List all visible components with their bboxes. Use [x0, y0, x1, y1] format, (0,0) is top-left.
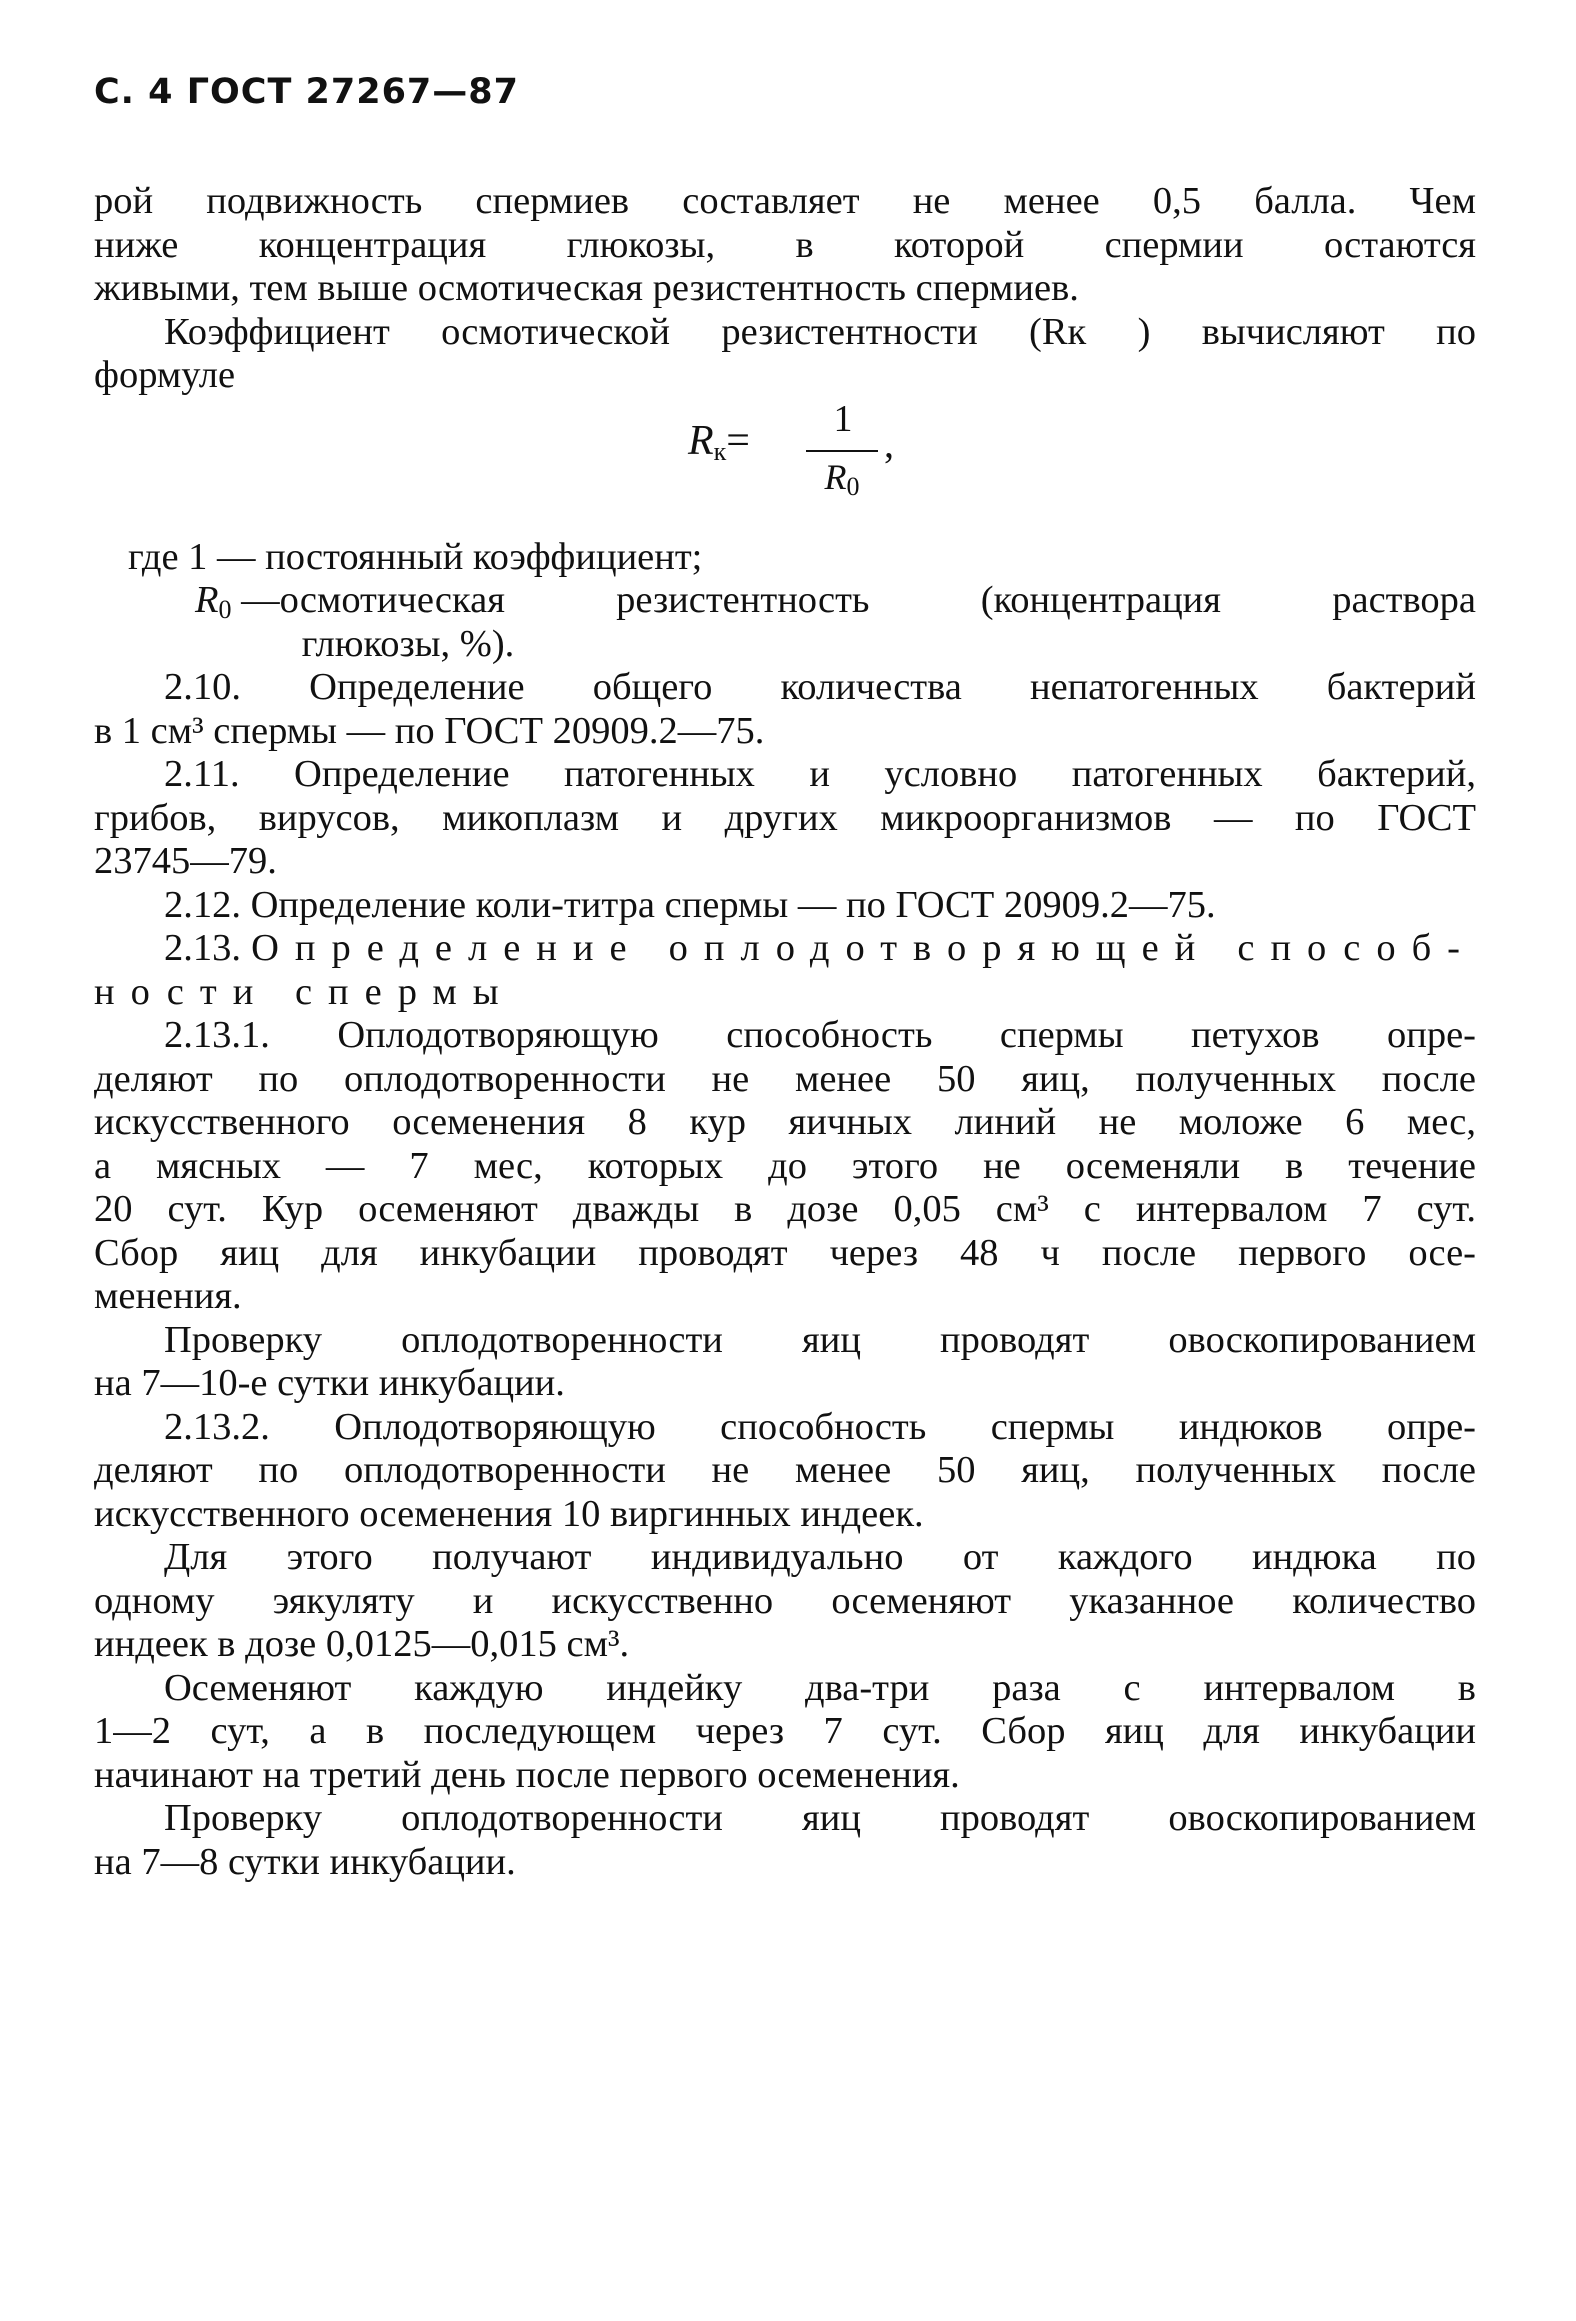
text-line: Проверку оплодотворенности яиц проводят овоскопированием	[164, 1797, 1476, 1839]
legend-r0-label	[195, 579, 280, 666]
legend-r0-subscript: 0	[218, 595, 232, 624]
text-line: в 1 см³ спермы — по ГОСТ 20909.2—75.	[94, 709, 765, 752]
text-line: 1—2 сут, а в последующем через 7 сут. Сбор яиц для инкубации	[94, 1710, 1476, 1752]
text-line: 2.10. Определение общего количества непатогенных бактерий	[164, 666, 1476, 708]
text-line: формуле	[94, 354, 236, 396]
paragraph-check-chicken	[94, 1319, 1476, 1406]
formula-equals: =	[726, 417, 750, 464]
text-line: начинают на третий день после первого осеменения.	[94, 1753, 960, 1796]
formula-rk	[94, 397, 1476, 534]
text-line: грибов, вирусов, микоплазм и других микроорганизмов — по ГОСТ	[94, 796, 1476, 839]
text-line: 2.13.2. Оплодотворяющую способность спермы индюков опре-	[164, 1405, 1476, 1448]
section-2-13-2	[94, 1406, 1476, 1537]
text-line: менения.	[94, 1275, 242, 1317]
formula-fraction-bar	[806, 450, 878, 452]
text-line: 2.11. Определение патогенных и условно патогенных бактерий,	[164, 753, 1476, 795]
text-line: рой подвижность спермиев составляет не менее 0,5 балла. Чем	[94, 180, 1476, 222]
text-line	[94, 927, 1476, 971]
paragraph-ejaculate	[94, 1536, 1476, 1667]
text-line: Осеменяют каждую индейку два-три раза с интервалом в	[164, 1666, 1476, 1709]
text-line: деляют по оплодотворенности не менее 50 яиц, полученных после	[94, 1057, 1476, 1100]
text-line: 2.12. Определение коли-титра спермы — по ГОСТ 20909.2—75.	[164, 883, 1216, 926]
legend-r0-text	[280, 579, 1476, 666]
text-line: живыми, тем выше осмотическая резистентность спермиев.	[94, 267, 1079, 309]
body-text	[94, 180, 1476, 1884]
section-2-13-1	[94, 1014, 1476, 1319]
text-line: а мясных — 7 мес, которых до этого не осеменяли в течение	[94, 1144, 1476, 1187]
text-line: Для этого получают индивидуально от каждого индюка по	[164, 1536, 1476, 1578]
text-line: ниже концентрация глюкозы, в которой спермии остаются	[94, 223, 1476, 266]
text-line: осмотическая резистентность (концентрация раствора	[279, 579, 1476, 621]
section-2-12	[94, 884, 1476, 928]
paragraph-osmotic-continuation	[94, 180, 1476, 311]
formula-numerator: 1	[833, 397, 853, 440]
text-line: 23745—79.	[94, 840, 277, 882]
text-line: на 7—10-е сутки инкубации.	[94, 1362, 565, 1404]
section-number: 2.13.	[164, 927, 241, 969]
text-line: одному эякуляту и искусственно осеменяют указанное количество	[94, 1579, 1476, 1622]
formula-denominator	[806, 456, 878, 509]
formula-legend	[94, 536, 1476, 667]
paragraph-check-turkey	[94, 1797, 1476, 1884]
text-line: 20 сут. Кур осеменяют дважды в дозе 0,05 см³ с интервалом 7 сут.	[94, 1188, 1476, 1230]
formula-lhs	[688, 417, 750, 474]
text-line: ности спермы	[94, 970, 515, 1013]
text-line: деляют по оплодотворенности не менее 50 яиц, полученных после	[94, 1449, 1476, 1491]
text-line: искусственного осеменения 8 кур яичных линий не моложе 6 мес,	[94, 1101, 1476, 1143]
section-2-13	[94, 927, 1476, 1014]
text-line: на 7—8 сутки инкубации.	[94, 1840, 516, 1883]
section-heading-spaced: Определение оплодотворяющей способ-	[251, 927, 1477, 969]
legend-constant: где 1 — постоянный коэффициент;	[128, 535, 703, 578]
legend-r0-dash: —	[231, 579, 280, 621]
formula-comma: ,	[884, 420, 894, 466]
page-header: С. 4 ГОСТ 27267—87	[94, 72, 519, 112]
text-line: глюкозы, %).	[301, 622, 515, 665]
paragraph-coefficient-intro	[94, 311, 1476, 398]
legend-r0-symbol: R	[195, 579, 219, 621]
section-2-10	[94, 666, 1476, 753]
formula-lhs-subscript: к	[713, 436, 727, 466]
text-line: Сбор яиц для инкубации проводят через 48 ч после первого осе-	[94, 1231, 1476, 1274]
text-line: 2.13.1. Оплодотворяющую способность спермы петухов опре-	[164, 1014, 1476, 1056]
text-line: искусственного осеменения 10 виргинных индеек.	[94, 1492, 924, 1535]
text-line: индеек в дозе 0,0125—0,015 см³.	[94, 1623, 630, 1665]
formula-den-symbol: R	[824, 456, 847, 497]
text-line: Проверку оплодотворенности яиц проводят овоскопированием	[164, 1318, 1476, 1361]
formula-den-subscript: 0	[846, 471, 860, 501]
legend-r0	[94, 579, 1476, 666]
section-2-11	[94, 753, 1476, 884]
paragraph-insemination	[94, 1667, 1476, 1798]
text-line: Коэффициент осмотической резистентности (Rк ) вычисляют по	[164, 310, 1476, 353]
formula-lhs-symbol: R	[688, 417, 714, 464]
